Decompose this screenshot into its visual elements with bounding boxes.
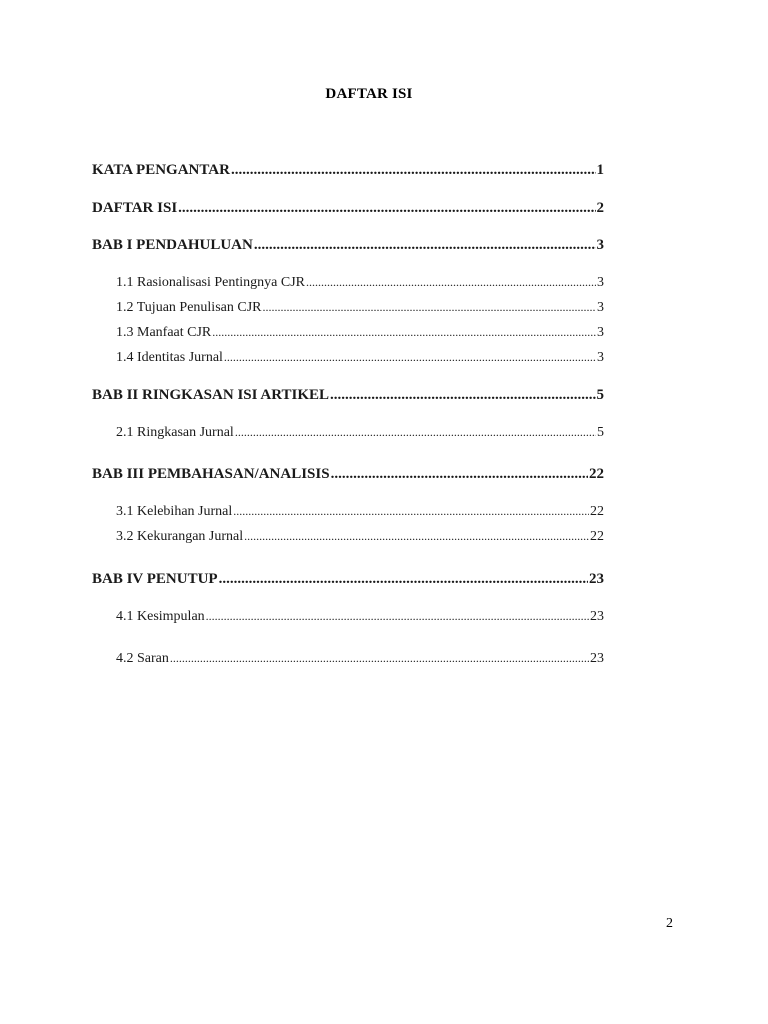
- toc-entry-page: 5: [597, 425, 604, 440]
- dot-leader: [224, 346, 596, 368]
- toc-entry-bab-3[interactable]: [92, 463, 604, 485]
- toc-entry-page: 23: [589, 571, 604, 587]
- dot-leader: [178, 197, 595, 219]
- toc-entry-1-2[interactable]: [116, 296, 604, 318]
- toc-entry-page: 23: [590, 609, 604, 624]
- toc-entry-page: 3: [597, 275, 604, 290]
- toc-entry-label: BAB IV PENUTUP: [92, 571, 218, 587]
- toc-entry-bab-4[interactable]: [92, 568, 604, 590]
- dot-leader: [331, 463, 588, 485]
- toc-entry-label: BAB II RINGKASAN ISI ARTIKEL: [92, 387, 330, 403]
- page-title: DAFTAR ISI: [325, 86, 413, 102]
- dot-leader: [306, 271, 596, 293]
- dot-leader: [262, 296, 596, 318]
- toc-entry-3-1[interactable]: [116, 500, 604, 522]
- toc-entry-page: 3: [597, 300, 604, 315]
- toc-entry-page: 22: [589, 466, 604, 482]
- toc-entry-page: 3: [597, 350, 604, 365]
- toc-entry-page: 2: [596, 200, 604, 216]
- toc-entry-page: 23: [590, 651, 604, 666]
- toc-entry-page: 1: [596, 162, 604, 178]
- toc-entry-label: BAB III PEMBAHASAN/ANALISIS: [92, 466, 330, 482]
- toc-entry-label: KATA PENGANTAR: [92, 162, 230, 178]
- toc-entry-page: 22: [590, 504, 604, 519]
- dot-leader: [233, 500, 589, 522]
- toc-entry-label: 1.3 Manfaat CJR: [116, 325, 212, 340]
- toc-entry-label: DAFTAR ISI: [92, 200, 178, 216]
- toc-entry-bab-2[interactable]: [92, 384, 604, 406]
- toc-entry-bab-1[interactable]: [92, 234, 604, 256]
- toc-entry-label: 1.2 Tujuan Penulisan CJR: [116, 300, 262, 315]
- toc-entry-4-1[interactable]: [116, 605, 604, 627]
- toc-entry-label: 1.1 Rasionalisasi Pentingnya CJR: [116, 275, 305, 290]
- toc-entry-label: 1.4 Identitas Jurnal: [116, 350, 223, 365]
- dot-leader: [231, 159, 596, 181]
- dot-leader: [235, 421, 596, 443]
- toc-entry-label: 4.2 Saran: [116, 651, 169, 666]
- toc-entry-page: 3: [596, 237, 604, 253]
- toc-entry-label: 2.1 Ringkasan Jurnal: [116, 425, 234, 440]
- toc-entry-label: BAB I PENDAHULUAN: [92, 237, 253, 253]
- toc-entry-3-2[interactable]: [116, 525, 604, 547]
- dot-leader: [212, 321, 596, 343]
- toc-entry-1-3[interactable]: [116, 321, 604, 343]
- toc-entry-1-4[interactable]: [116, 346, 604, 368]
- dot-leader: [219, 568, 588, 590]
- toc-entry-label: 3.1 Kelebihan Jurnal: [116, 504, 233, 519]
- toc-entry-page: 5: [596, 387, 604, 403]
- dot-leader: [330, 384, 595, 406]
- dot-leader: [170, 647, 589, 669]
- toc-entry-page: 22: [590, 529, 604, 544]
- toc-entry-kata-pengantar[interactable]: [92, 159, 604, 181]
- toc-entry-daftar-isi[interactable]: [92, 197, 604, 219]
- toc-entry-2-1[interactable]: [116, 421, 604, 443]
- toc-entry-page: 3: [597, 325, 604, 340]
- toc-entry-4-2[interactable]: [116, 647, 604, 669]
- dot-leader: [254, 234, 596, 256]
- toc-entry-label: 4.1 Kesimpulan: [116, 609, 205, 624]
- dot-leader: [206, 605, 589, 627]
- dot-leader: [244, 525, 589, 547]
- toc-entry-1-1[interactable]: [116, 271, 604, 293]
- page-number: 2: [666, 916, 673, 931]
- toc-entry-label: 3.2 Kekurangan Jurnal: [116, 529, 244, 544]
